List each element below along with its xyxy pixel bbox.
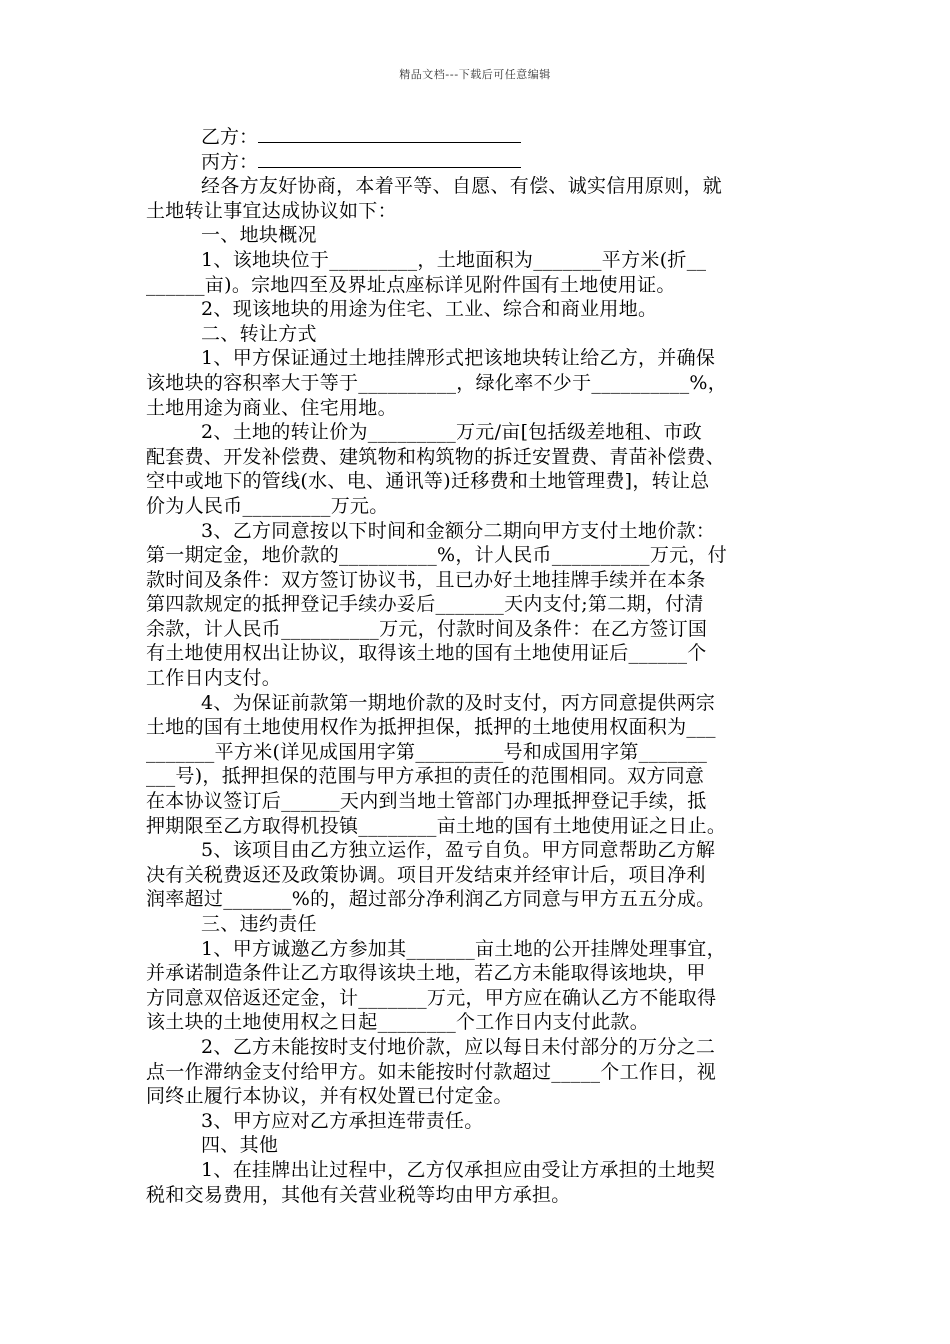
text-line: 2、土地的转让价为_________万元/亩[包括级差地租、市政 xyxy=(201,421,703,444)
text-line: 并承诺制造条件让乙方取得该块土地，若乙方未能取得该地块，甲 xyxy=(146,962,706,985)
text-line: 税和交易费用，其他有关营业税等均由甲方承担。 xyxy=(146,1183,571,1206)
party-label: 乙方： xyxy=(201,126,259,148)
text-line: 2、现该地块的用途为住宅、工业、综合和商业用地。 xyxy=(201,298,658,321)
text-line: 决有关税费返还及政策协调。项目开发结束并经审计后，项目净利 xyxy=(146,863,706,886)
text-line: 空中或地下的管线(水、电、通讯等)迁移费和土地管理费]，转让总 xyxy=(146,470,710,493)
text-line: 价为人民币_________万元。 xyxy=(146,494,389,517)
text-line: 1、在挂牌出让过程中，乙方仅承担应由受让方承担的土地契 xyxy=(201,1158,716,1181)
parties-block xyxy=(146,125,814,174)
text-line: 土地转让事宜达成协议如下： xyxy=(146,199,397,222)
document-body xyxy=(146,125,814,1207)
text-line: 润率超过_______%的，超过部分净利润乙方同意与甲方五五分成。 xyxy=(146,888,716,911)
text-line: 点一作滞纳金支付给甲方。如未能按时付款超过_____个工作日，视 xyxy=(146,1060,717,1083)
text-line: 该土块的土地使用权之日起________个工作日内支付此款。 xyxy=(146,1011,650,1034)
text-line: 一、地块概况 xyxy=(201,224,317,247)
text-line: 3、甲方应对乙方承担连带责任。 xyxy=(201,1109,484,1132)
signature-blank xyxy=(258,141,521,143)
text-line: 土地的国有土地使用权作为抵押担保，抵押的土地使用权面积为___ xyxy=(146,716,716,739)
text-line: 3、乙方同意按以下时间和金额分二期向甲方支付土地价款： xyxy=(201,519,716,542)
signature-blank xyxy=(258,166,521,168)
text-line: 第一期定金，地价款的__________%，计人民币__________万元，付 xyxy=(146,544,728,567)
text-line: ______亩)。宗地四至及界址点座标详见附件国有土地使用证。 xyxy=(146,273,676,296)
text-line: 1、甲方诚邀乙方参加其_______亩土地的公开挂牌处理事宜， xyxy=(201,937,726,960)
text-line: 5、该项目由乙方独立运作，盈亏自负。甲方同意帮助乙方解 xyxy=(201,839,716,862)
text-line: 在本协议签订后______天内到当地土管部门办理抵押登记手续，抵 xyxy=(146,790,707,813)
party-label: 丙方： xyxy=(201,150,259,173)
text-line: _______平方米(详见成国用字第_________号和成国用字第_______ xyxy=(146,740,708,763)
text-line: 经各方友好协商，本着平等、自愿、有偿、诚实信用原则，就 xyxy=(201,175,723,198)
text-line: 二、转让方式 xyxy=(201,322,317,345)
text-line: 4、为保证前款第一期地价款的及时支付，丙方同意提供两宗 xyxy=(201,691,716,714)
agreement-text xyxy=(146,174,814,1207)
text-line: 1、甲方保证通过土地挂牌形式把该地块转让给乙方，并确保 xyxy=(201,347,716,370)
text-line: 三、违约责任 xyxy=(201,913,317,935)
text-line: 方同意双倍返还定金，计_______万元，甲方应在确认乙方不能取得 xyxy=(146,986,717,1009)
text-line: ___号)，抵押担保的范围与甲方承担的责任的范围相同。双方同意 xyxy=(146,765,705,788)
text-line: 该地块的容积率大于等于__________，绿化率不少于__________%， xyxy=(146,371,728,394)
text-line: 1、该地块位于_________，土地面积为_______平方米(折__ xyxy=(201,248,707,271)
text-line: 工作日内支付。 xyxy=(146,667,282,690)
text-line: 款时间及条件：双方签订协议书，且已办好土地挂牌手续并在本条 xyxy=(146,568,706,591)
text-line: 配套费、开发补偿费、建筑物和构筑物的拆迁安置费、青苗补偿费、 xyxy=(146,445,726,468)
text-line: 余款，计人民币__________万元，付款时间及条件：在乙方签订国 xyxy=(146,617,708,640)
page-header: 精品文档---下载后可任意编辑 xyxy=(399,68,551,81)
text-line: 四、其他 xyxy=(201,1134,279,1157)
text-line: 有土地使用权出让协议，取得该土地的国有土地使用证后______个 xyxy=(146,642,707,665)
text-line: 同终止履行本协议，并有权处置已付定金。 xyxy=(146,1085,513,1108)
text-line: 2、乙方未能按时支付地价款，应以每日未付部分的万分之二 xyxy=(201,1035,716,1058)
text-line: 土地用途为商业、住宅用地。 xyxy=(146,396,397,419)
text-line: 第四款规定的抵押登记手续办妥后_______天内支付;第二期，付清 xyxy=(146,593,704,616)
party-line xyxy=(146,125,814,150)
party-line xyxy=(146,150,814,175)
text-line: 押期限至乙方取得机投镇________亩土地的国有土地使用证之日止。 xyxy=(146,814,727,837)
